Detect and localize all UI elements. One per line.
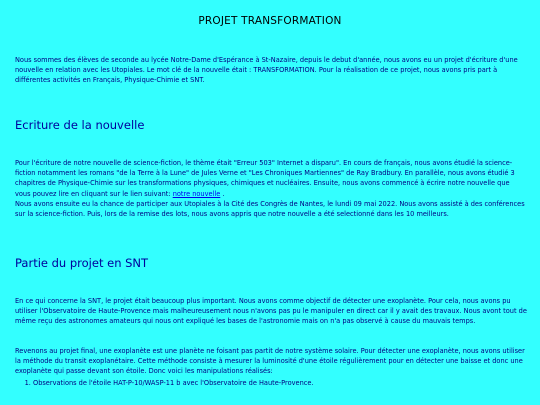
list-item: 1. Observations de l'étoile HAT-P-10/WASP-11 b avec l'Observatoire de Haute-Provence.: [33, 378, 533, 388]
utopiales-text: Nous avons ensuite eu la chance de participer aux Utopiales à la Cité des Congrès de Nantes, le lundi 09 mai 2022. Nous avons assisté à des conférences sur la science-fiction. Puis, lors de la remise des lots, nous avons appris que notre nouvelle a été selectionné dans les 10 meilleurs.: [15, 199, 525, 219]
manipulations-list: [15, 378, 533, 388]
intro-paragraph: Nous sommes des élèves de seconde au lycée Notre-Dame d'Espérance à St-Nazaire, depuis le debut d'année, nous avons eu un projet d'écriture d'une nouvelle en relation avec les Utopiales. Le mot clé de la nouvelle était : TRANSFORMATION. Pour la réalisation de ce projet, nous avons pris part à différentes activités en Français, Physique-Chimie et SNT.: [15, 56, 518, 85]
ecriture-paragraph: [15, 158, 527, 219]
section-heading-ecriture: Ecriture de la nouvelle: [15, 118, 145, 132]
snt-paragraph-2: Revenons au projet final, une exoplanète est une planète ne foisant pas partit de notre système solaire. Pour détecter une exoplanète, nous avons utiliser la méthode du transit exoplanétaire. Cette méthode consiste à mesurer la luminosité d'une étoile régulièrement pour en détecter une baisse et donc une exoplanète qui passe devant son étoile. Donc voici les manipulations réalisés:: [15, 347, 525, 376]
ecriture-text: Pour l'écriture de notre nouvelle de science-fiction, le thème était "Erreur 503" Internet a disparu". En cours de français, nous avons étudié la science-fiction notamment les romans "de la Terre à la Lune" de Jules Verne et "Les Chroniques Martiennes" de Ray Bradbury. En parallèle, nous avons étudié 3 chapitres de Physique-Chimie sur les transformations physiques, chimiques et nucléaires. Ensuite, nous avons commencé à écrire notre nouvelle que vous pouvez lire en cliquant sur le lien suivant:: [15, 159, 515, 198]
nouvelle-link[interactable]: notre nouvelle: [172, 189, 221, 198]
ecriture-text-end: .: [220, 189, 225, 198]
snt-paragraph-1: En ce qui concerne la SNT, le projet était beaucoup plus important. Nous avons comme objectif de détecter une exoplanète. Pour cela, nous avons pu utiliser l'Observatoire de Haute-Provence mais malheureusement nous n'avons pas pu le manipuler en direct car il y avait des travaux. Nous avont tout de même reçu des astronomes amateurs qui nous ont expliqué les bases de l'astronomie mais on n'a pas observé à cause du mauvais temps.: [15, 297, 527, 326]
section-heading-snt: Partie du projet en SNT: [15, 256, 149, 270]
page-title: PROJET TRANSFORMATION: [198, 15, 342, 27]
